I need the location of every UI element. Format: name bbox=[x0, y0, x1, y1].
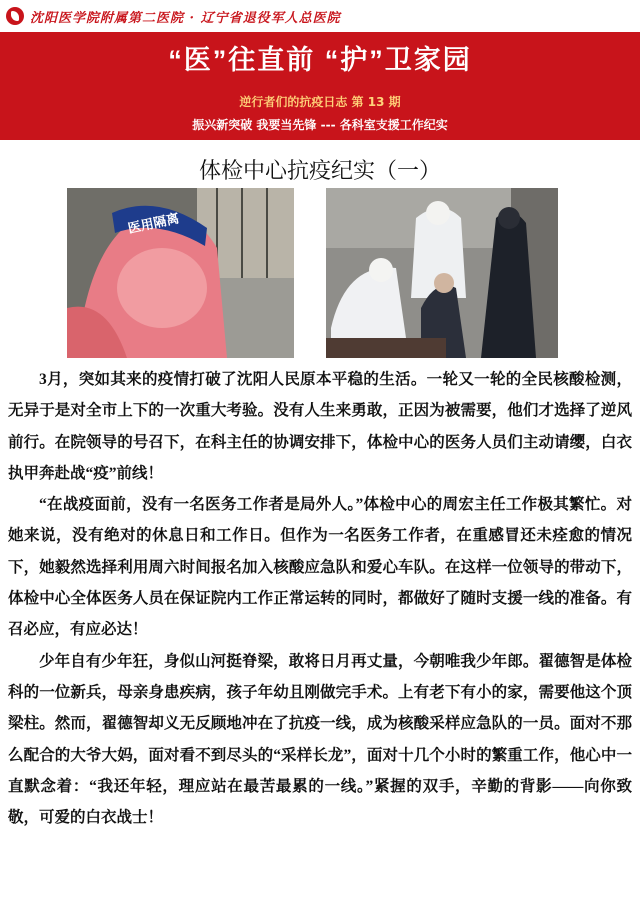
banner-title: “医”往直前 “护”卫家园 bbox=[168, 45, 472, 75]
title-banner bbox=[0, 32, 640, 140]
hospital-logo-icon bbox=[6, 7, 24, 25]
paragraph: “在战疫面前，没有一名医务工作者是局外人。”体检中心的周宏主任工作极其繁忙。对她来说，没有绝对的休息日和工作日。但作为一名医务工作者，在重感冒还未痊愈的情况下，她毅然选择利用周六时间报名加入核酸应急队和爱心车队。在这样一位领导的带动下，体检中心全体医务人员在保证院内工作正常运转的同时，都做好了随时支援一线的准备。有召必应，有应必达！ bbox=[8, 496, 632, 639]
banner-subtitle: 振兴新突破 我要当先锋 --- 各科室支援工作纪实 bbox=[192, 118, 448, 132]
article-title: 体检中心抗疫纪实（一） bbox=[198, 159, 441, 184]
photo-medic-face-shield bbox=[67, 188, 294, 358]
hospital-name: 沈阳医学院附属第二医院 · 辽宁省退役军人总医院 bbox=[30, 10, 341, 26]
header-bar bbox=[0, 0, 640, 32]
paragraph: 少年自有少年狂，身似山河挺脊梁，敢将日月再丈量，今朝唯我少年郎。翟德智是体检科的一位新兵，母亲身患疾病，孩子年幼且刚做完手术。上有老下有小的家，需要他这个顶梁柱。然而，翟德智却义无反顾地冲在了抗疫一线，成为核酸采样应急队的一员。面对不那么配合的大爷大妈，面对看不到尽头的“采样长龙”，面对十几个小时的繁重工作，他心中一直默念着：“我还年轻，理应站在最苦最累的一线。”紧握的双手，辛勤的背影——向你致敬，可爱的白衣战士！ bbox=[8, 652, 632, 827]
photo-nucleic-acid-sampling bbox=[326, 188, 558, 358]
article-body bbox=[8, 364, 632, 833]
visor-label: 医用隔离 bbox=[126, 211, 181, 237]
banner-issue: 逆行者们的抗疫日志 第 13 期 bbox=[239, 95, 401, 109]
paragraph: 3月，突如其来的疫情打破了沈阳人民原本平稳的生活。一轮又一轮的全民核酸检测，无异于是对全市上下的一次重大考验。没有人生来勇敢，正因为被需要，他们才选择了逆风前行。在院领导的号召下，在科主任的协调安排下，体检中心的医务人员们主动请缨，白衣执甲奔赴战“疫”前线！ bbox=[8, 371, 632, 482]
